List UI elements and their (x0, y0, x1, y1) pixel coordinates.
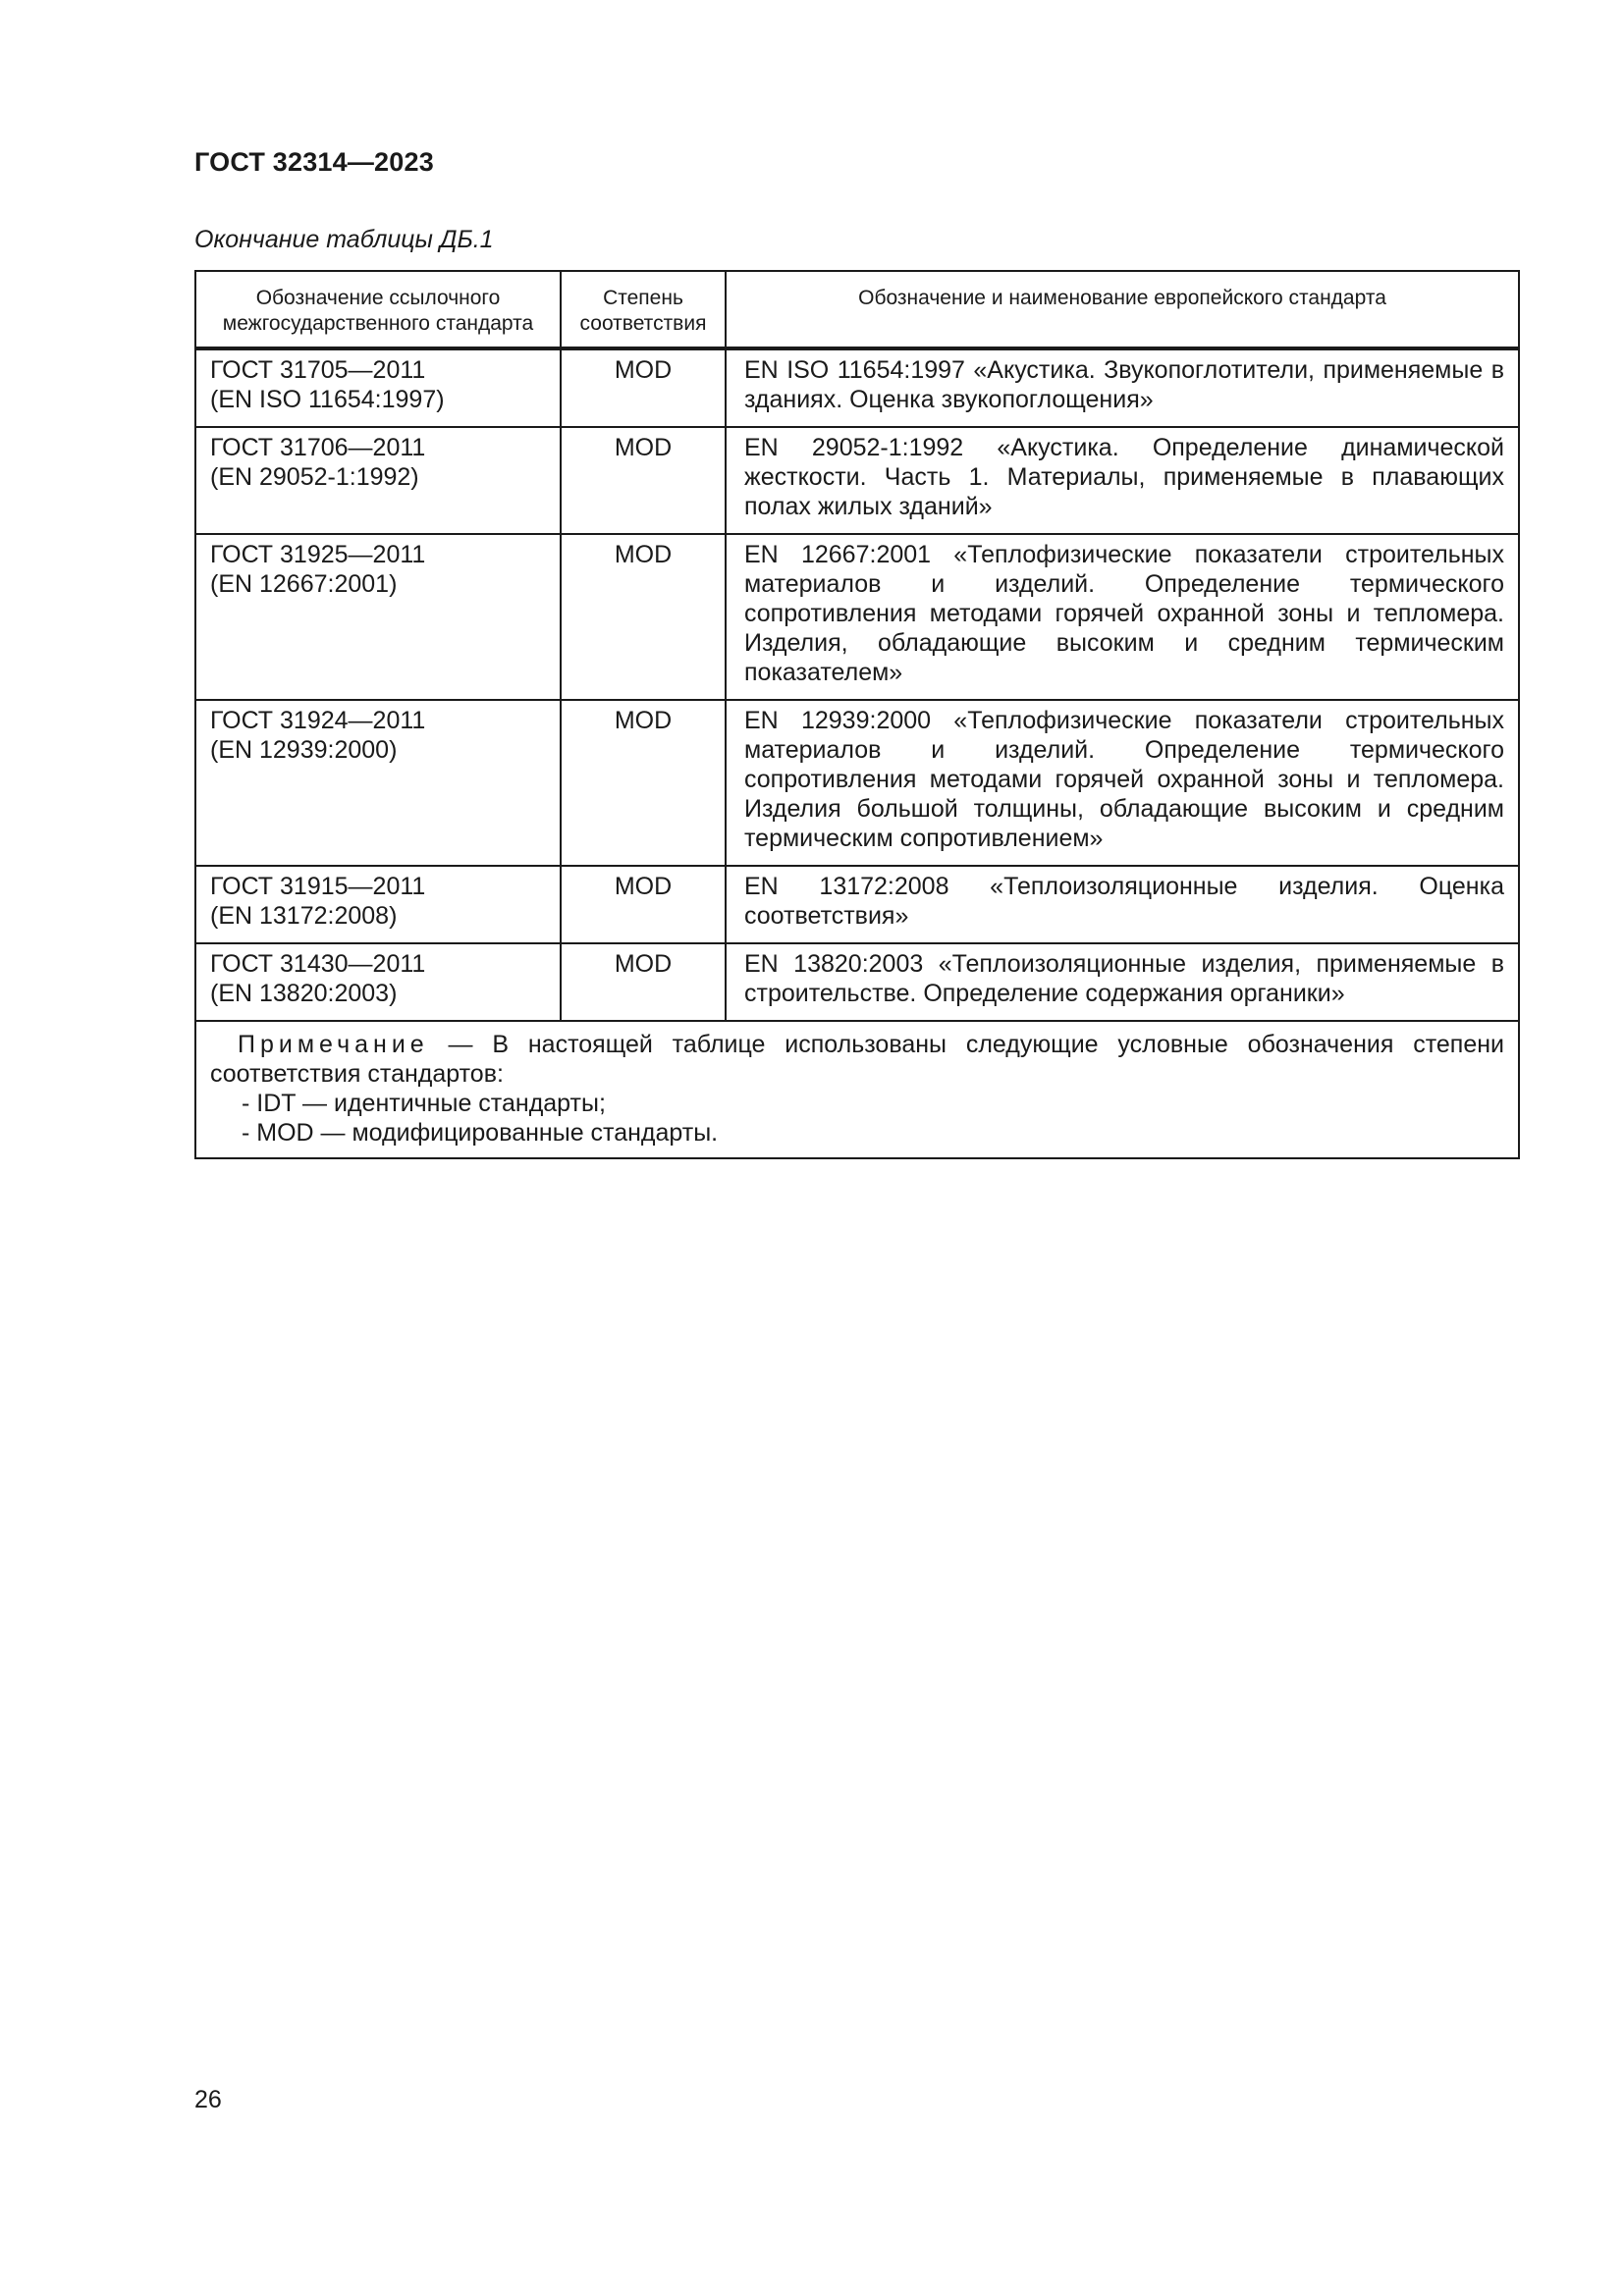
table-row (195, 943, 1519, 1021)
reference-code-cell (195, 866, 561, 943)
note-item-idt: - IDT — идентичные стандарты; (242, 1090, 606, 1117)
degree-cell: MOD (561, 943, 726, 1021)
gost-code: ГОСТ 31915—2011 (210, 873, 426, 900)
table-row (195, 348, 1519, 427)
degree-cell: MOD (561, 534, 726, 700)
reference-code-cell (195, 700, 561, 866)
degree-cell: MOD (561, 348, 726, 427)
en-code: (EN 12667:2001) (210, 570, 398, 598)
table-row (195, 866, 1519, 943)
en-code: (EN ISO 11654:1997) (210, 386, 445, 413)
header-european-standard: Обозначение и наименование европейского стандарта (726, 271, 1519, 348)
en-code: (EN 12939:2000) (210, 736, 398, 764)
european-standard-cell: EN ISO 11654:1997 «Акустика. Звукопоглотители, применяемые в зданиях. Оценка звукопоглощения» (726, 348, 1519, 427)
table-header-row (195, 271, 1519, 348)
table-row (195, 427, 1519, 534)
reference-code-cell (195, 534, 561, 700)
degree-cell: MOD (561, 427, 726, 534)
note-paragraph (210, 1030, 1504, 1089)
note-label: Примечание (238, 1031, 429, 1058)
table-row (195, 700, 1519, 866)
table-row (195, 534, 1519, 700)
european-standard-cell: EN 13820:2003 «Теплоизоляционные изделия, применяемые в строительстве. Определение содержания органики» (726, 943, 1519, 1021)
reference-code-cell (195, 943, 561, 1021)
table-note (195, 1021, 1519, 1158)
note-item-mod: - MOD — модифицированные стандарты. (242, 1119, 719, 1147)
gost-code: ГОСТ 31705—2011 (210, 356, 426, 384)
degree-cell: MOD (561, 700, 726, 866)
european-standard-cell: EN 29052-1:1992 «Акустика. Определение динамической жесткости. Часть 1. Материалы, применяемые в плавающих полах жилых зданий» (726, 427, 1519, 534)
header-reference-standard: Обозначение ссылочного межгосударственного стандарта (195, 271, 561, 348)
reference-code-cell (195, 427, 561, 534)
gost-code: ГОСТ 31706—2011 (210, 434, 426, 461)
en-code: (EN 13820:2003) (210, 980, 398, 1007)
table-caption: Окончание таблицы ДБ.1 (194, 226, 494, 253)
european-standard-cell: EN 12667:2001 «Теплофизические показатели строительных материалов и изделий. Определение термического сопротивления методами горячей охранной зоны и тепломера. Изделия, обладающие высоким и средним термическим показателем» (726, 534, 1519, 700)
standards-table (194, 270, 1520, 1159)
note-text: — В настоящей таблице использованы следующие условные обозначения степени соответствия стандартов: (210, 1031, 1504, 1088)
european-standard-cell: EN 13172:2008 «Теплоизоляционные изделия. Оценка соответствия» (726, 866, 1519, 943)
european-standard-cell: EN 12939:2000 «Теплофизические показатели строительных материалов и изделий. Определение термического сопротивления методами горячей охранной зоны и тепломера. Изделия большой толщины, обладающие высоким и средним термическим сопротивлением» (726, 700, 1519, 866)
table-note-row (195, 1021, 1519, 1158)
header-degree: Степень соответствия (561, 271, 726, 348)
reference-code-cell (195, 348, 561, 427)
page-number: 26 (194, 2086, 222, 2113)
gost-code: ГОСТ 31925—2011 (210, 541, 426, 568)
gost-code: ГОСТ 31924—2011 (210, 707, 426, 734)
en-code: (EN 13172:2008) (210, 902, 398, 930)
gost-code: ГОСТ 31430—2011 (210, 950, 426, 978)
en-code: (EN 29052-1:1992) (210, 463, 419, 491)
degree-cell: MOD (561, 866, 726, 943)
document-code: ГОСТ 32314—2023 (194, 147, 434, 177)
